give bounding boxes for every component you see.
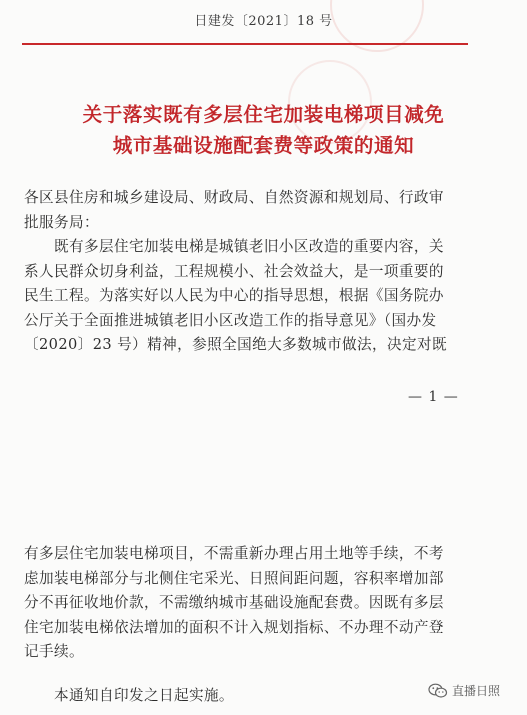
wechat-icon — [428, 683, 448, 699]
paragraph-policy — [24, 542, 474, 665]
document-number: 日建发〔2021〕18 号 — [194, 14, 333, 29]
paragraph-line: 公厅关于全面推进城镇老旧小区改造工作的指导意见》（国办发 — [24, 311, 437, 329]
paragraph-line: 既有多层住宅加装电梯是城镇老旧小区改造的重要内容，关 — [54, 238, 444, 255]
page-number: — 1 — — [408, 389, 459, 405]
paragraph-line: 住宅加装电梯依法增加的面积不计入规划指标、不办理不动产登 — [24, 618, 444, 636]
title-line-2: 城市基础设施配套费等政策的通知 — [112, 134, 415, 157]
addressee-line: 批服务局： — [24, 213, 99, 231]
paragraph-line: 〔2020〕23 号）精神，参照全国绝大多数城市做法，决定对既 — [24, 336, 448, 353]
addressee-line: 各区县住房和城乡建设局、财政局、自然资源和规划局、行政审 — [24, 189, 444, 206]
paragraph-line: 记手续。 — [24, 643, 84, 660]
watermark-text: 直播日照 — [452, 684, 501, 698]
paragraph-intro — [24, 235, 474, 358]
document-title — [0, 99, 527, 161]
paragraph-line: 分不再征收地价款，不需缴纳城市基础设施配套费。因既有多层 — [24, 594, 444, 611]
paragraph-line: 本通知自印发之日起实施。 — [54, 687, 234, 704]
addressee — [24, 186, 474, 235]
paragraph-line: 虑加装电梯部分与北侧住宅采光、日照间距问题，容积率增加部 — [24, 569, 444, 587]
title-line-1: 关于落实既有多层住宅加装电梯项目减免 — [82, 103, 445, 126]
paragraph-line: 系人民群众切身利益，工程规模小、社会效益大，是一项重要的 — [24, 262, 444, 280]
paragraph-effective — [24, 684, 474, 709]
paragraph-line: 民生工程。为落实好以人民为中心的指导思想，根据《国务院办 — [24, 287, 444, 304]
paragraph-line: 有多层住宅加装电梯项目，不需重新办理占用土地等手续，不考 — [24, 545, 444, 562]
source-watermark — [428, 682, 500, 699]
red-header-rule — [22, 43, 468, 45]
